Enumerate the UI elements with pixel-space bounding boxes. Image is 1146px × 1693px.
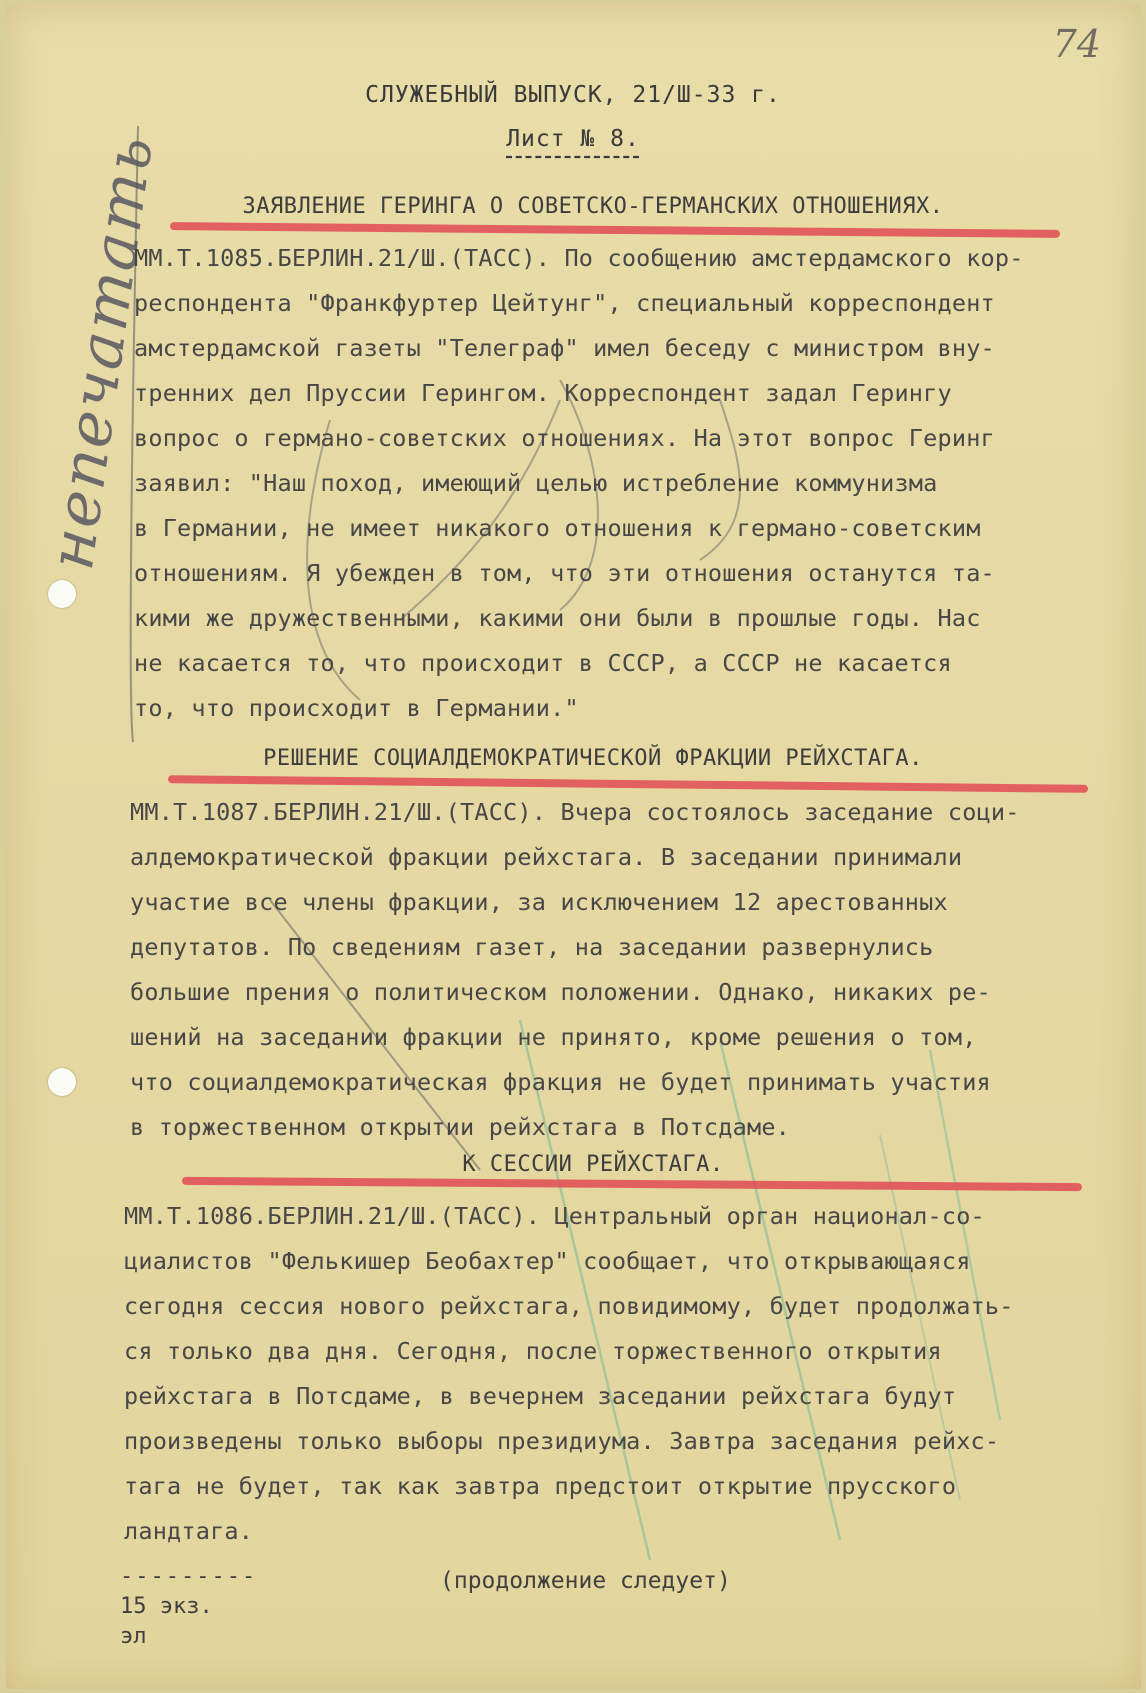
text-line: кими же дружественными, какими они были в прошлые годы. Нас (134, 604, 981, 632)
footer-separator: --------- (120, 1564, 258, 1589)
text-line: участие все члены фракции, за исключением 12 арестованных (130, 888, 948, 916)
text-line: то, что происходит в Германии." (134, 694, 579, 722)
text-line: депутатов. По сведениям газет, на заседании развернулись (130, 933, 934, 961)
text-line: ММ.Т.1085.БЕРЛИН.21/Ш.(ТАСС). По сообщению амстердамского кор- (134, 244, 1024, 272)
text-line: алдемократической фракции рейхстага. В заседании принимали (130, 843, 963, 871)
article-heading-1: ЗАЯВЛЕНИЕ ГЕРИНГА О СОВЕТСКО-ГЕРМАНСКИХ ОТНОШЕНИЯХ. (242, 194, 944, 219)
text-line: произведены только выборы президиума. Завтра заседания рейхс- (124, 1427, 1000, 1455)
text-line: заявил: "Наш поход, имеющий целью истребление коммунизма (134, 469, 938, 497)
copies-count: 15 экз. (120, 1594, 213, 1619)
text-line: амстердамской газеты "Телеграф" имел беседу с министром вну- (134, 334, 995, 362)
continuation-note: (продолжение следует) (440, 1568, 731, 1594)
sheet-number: Лист № 8. (506, 126, 640, 152)
header-title: СЛУЖЕБНЫЙ ВЫПУСК, 21/Ш-33 г. (365, 82, 781, 108)
text-line: в Германии, не имеет никакого отношения к германо-советским (134, 514, 981, 542)
text-line: большие прения о политическом положении. Однако, никаких ре- (130, 978, 991, 1006)
text-line: не касается то, что происходит в СССР, а СССР не касается (134, 649, 952, 677)
article-body-1 (134, 236, 1094, 731)
text-line: шений на заседании фракции не принято, кроме решения о том, (130, 1023, 977, 1051)
article-body-2 (130, 790, 1090, 1150)
text-line: вопрос о германо-советских отношениях. На этот вопрос Геринг (134, 424, 995, 452)
text-line: отношениям. Я убежден в том, что эти отношения останутся та- (134, 559, 995, 587)
text-line: респондента "Франкфуртер Цейтунг", специальный корреспондент (134, 289, 995, 317)
text-line: в торжественном открытии рейхстага в Потсдаме. (130, 1113, 791, 1141)
text-line: циалистов "Фелькишер Беобахтер" сообщает, что открывающаяся (124, 1247, 971, 1275)
archive-number: 74 (1052, 22, 1101, 66)
typist-initials: эл (120, 1624, 147, 1649)
text-line: ММ.Т.1086.БЕРЛИН.21/Ш.(ТАСС). Центральный орган национал-со- (124, 1202, 985, 1230)
text-line: ся только два дня. Сегодня, после торжественного открытия (124, 1337, 942, 1365)
text-line: тренних дел Пруссии Герингом. Корреспондент задал Герингу (134, 379, 952, 407)
text-line: ландтага. (124, 1517, 254, 1545)
footer-distribution (120, 1562, 257, 1652)
text-line: ММ.Т.1087.БЕРЛИН.21/Ш.(ТАСС). Вчера состоялось заседание соци- (130, 798, 1020, 826)
text-line: что социалдемократическая фракция не будет принимать участия (130, 1068, 991, 1096)
text-line: сегодня сессия нового рейхстага, повидимому, будет продолжать- (124, 1292, 1014, 1320)
article-body-3 (124, 1194, 1084, 1554)
text-line: тага не будет, так как завтра предстоит открытие прусского (124, 1472, 957, 1500)
article-heading-3: К СЕССИИ РЕЙХСТАГА. (462, 1152, 724, 1177)
marginal-note: непечатать (34, 130, 168, 575)
article-heading-2: РЕШЕНИЕ СОЦИАЛДЕМОКРАТИЧЕСКОЙ ФРАКЦИИ РЕЙХСТАГА. (263, 746, 923, 771)
text-line: рейхстага в Потсдаме, в вечернем заседании рейхстага будут (124, 1382, 957, 1410)
